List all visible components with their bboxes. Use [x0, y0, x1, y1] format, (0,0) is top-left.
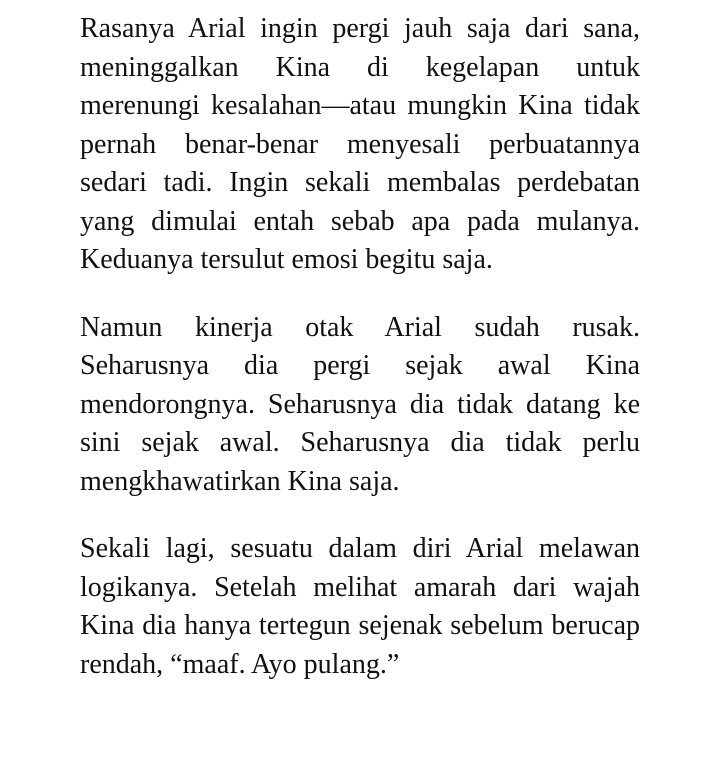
- paragraph-3: Sekali lagi, sesuatu dalam diri Arial melawan logikanya. Setelah melihat amarah dari wajah Kina dia hanya tertegun sejenak sebelum berucap rendah, “maaf. Ayo pulang.”: [80, 533, 640, 680]
- paragraph-2: Namun kinerja otak Arial sudah rusak. Seharusnya dia pergi sejak awal Kina mendorongnya. Seharusnya dia tidak datang ke sini sejak awal. Seharusnya dia tidak perlu mengkhawatirkan Kina saja.: [80, 311, 640, 497]
- document-body: [80, 10, 640, 684]
- paragraph-1: Rasanya Arial ingin pergi jauh saja dari sana, meninggalkan Kina di kegelapan untuk merenungi kesalahan—atau mungkin Kina tidak pernah benar-benar menyesali perbuatannya sedari tadi. Ingin sekali membalas perdebatan yang dimulai entah sebab apa pada mulanya. Keduanya tersulut emosi begitu saja.: [80, 13, 640, 275]
